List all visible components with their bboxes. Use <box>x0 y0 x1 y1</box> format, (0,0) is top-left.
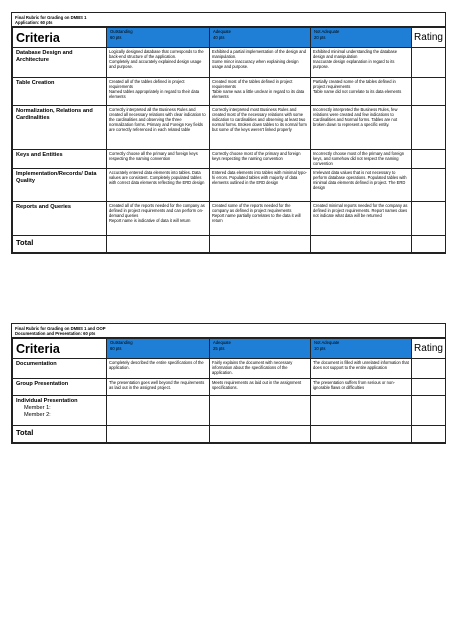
rubric-title: Final Rubric for Grading on DMBS 1 <box>15 15 87 20</box>
level-outstanding <box>107 28 210 48</box>
rubric-application <box>11 12 446 254</box>
level-not-adequate <box>311 28 412 48</box>
outstanding-cell: Correctly interpreted all the Business Rules and created all necessary relations with clear indication to the cardinalities and observing the three normalization forms. Primary and Foreign Key fields are correctly referenced in each related table <box>107 106 210 150</box>
outstanding-cell: Completely described the entire specifications of the application. <box>107 359 210 379</box>
outstanding-cell: Created all of the tables defined in project requirements Named tables appropriately in regard to their data elements <box>107 78 210 106</box>
not-adequate-cell: Irrelevant data values that is not necessary to perform database operations. Populated tables with minimal data elements defined in project. The ERD design <box>311 169 412 202</box>
rubric-title: Final Rubric for Grading on DMBS 1 and OOP <box>15 326 106 331</box>
rating-heading: Rating <box>412 28 446 48</box>
level-name: Outstanding <box>110 29 133 35</box>
criterion-label: Database Design and Architecture <box>13 48 107 78</box>
rating-cell[interactable] <box>412 48 446 78</box>
rubric-subtitle: Application: 60 pts <box>15 20 53 26</box>
level-name: Not Adequate <box>314 340 340 346</box>
adequate-cell: Exhibited a partial implementation of the design and manipulation. Some minor inaccuracy when explaining design usage and purpose. <box>210 48 311 78</box>
level-not-adequate <box>311 339 412 359</box>
level-points: 20 pts <box>314 34 326 40</box>
total-rating-cell[interactable] <box>412 236 446 253</box>
criterion-label: Documentation <box>13 359 107 379</box>
level-adequate <box>210 28 311 48</box>
rating-cell[interactable] <box>412 150 446 169</box>
rating-cell[interactable] <box>412 359 446 379</box>
level-name: Not Adequate <box>314 29 340 35</box>
outstanding-cell: Created all of the reports needed for the company as defined in project requirements and can perform on-demand queries Report name is indicative of data it will return <box>107 202 210 236</box>
blank-cell <box>311 236 412 253</box>
criterion-label: Keys and Entities <box>13 150 107 169</box>
level-points: 10 pts <box>314 345 326 351</box>
rating-cell[interactable] <box>412 379 446 396</box>
criterion-label: Reports and Queries <box>13 202 107 236</box>
table-row <box>13 106 446 150</box>
criterion-label: Group Presentation <box>13 379 107 396</box>
blank-cell <box>210 396 311 426</box>
rubric-subtitle: Documentation and Presentation: 60 pts <box>15 331 96 337</box>
adequate-cell: Created most of the tables defined in project requirements Table name was a little unclear in regard to its data elements <box>210 78 311 106</box>
table-row <box>13 150 446 169</box>
level-points: 25 pts <box>213 345 225 351</box>
blank-cell <box>311 396 412 426</box>
total-row <box>13 236 446 253</box>
adequate-cell: Meets requirements as laid out in the assignment specifications. <box>210 379 311 396</box>
blank-cell <box>107 396 210 426</box>
table-row <box>13 48 446 78</box>
member-2-label: Member 2: <box>24 412 51 418</box>
adequate-cell: Created some of the reports needed for the company as defined in project requirements Report name partially correlates to the data it will return <box>210 202 311 236</box>
level-name: Adequate <box>213 29 231 35</box>
not-adequate-cell: Partially created some of the tables defined in project requirements Table name did not correlate to its data elements <box>311 78 412 106</box>
table-row <box>13 78 446 106</box>
rubric-table <box>12 27 446 253</box>
adequate-cell: Entered data elements into tables with minimal typo-hi errors. Populated tables with majority of data elements outlined in the ERD design <box>210 169 311 202</box>
header-row <box>13 339 446 359</box>
not-adequate-cell: The presentation suffers from serious or non-ignorable flaws or difficulties <box>311 379 412 396</box>
level-points: 60 pts <box>110 34 122 40</box>
criterion-label: Implementation/Records/ Data Quality <box>13 169 107 202</box>
criteria-heading: Criteria <box>13 339 107 359</box>
not-adequate-cell: Incorrectly interpreted the Business Rules, few relations were created and few indications to Cardinalities and Normal forms. Tables are not broken down to represent a specific entity. <box>311 106 412 150</box>
rubric-caption <box>12 324 445 338</box>
outstanding-cell: Accurately entered data elements into tables. Data values are consistent. Completely populated tables with correct data elements reflecting the ERD design <box>107 169 210 202</box>
not-adequate-cell: The document is filled with unrelated information that does not support to the entire application <box>311 359 412 379</box>
level-name: Outstanding <box>110 340 133 346</box>
rating-cell[interactable] <box>412 169 446 202</box>
rubric-documentation <box>11 323 446 444</box>
adequate-cell: Fairly explains the document with necessary information about the specifications of the application. <box>210 359 311 379</box>
table-row <box>13 359 446 379</box>
outstanding-cell: Correctly choose all the primary and foreign keys respecting the naming convention <box>107 150 210 169</box>
rating-cell[interactable] <box>412 202 446 236</box>
blank-cell <box>311 426 412 443</box>
outstanding-cell: The presentation goes well beyond the requirements as laid out in the assigned project. <box>107 379 210 396</box>
member-1-label: Member 1: <box>24 405 51 412</box>
adequate-cell: Correctly choose most of the primary and foreign keys respecting the naming convention <box>210 150 311 169</box>
total-row <box>13 426 446 443</box>
level-name: Adequate <box>213 340 231 346</box>
not-adequate-cell: Created minimal reports needed for the company as defined in project requirements. Report names does not indicate what data will be returned <box>311 202 412 236</box>
not-adequate-cell: Exhibited minimal understanding the database design and manipulation Inaccurate design explanation in regard to its purpose. <box>311 48 412 78</box>
rating-cell[interactable] <box>412 78 446 106</box>
criteria-heading: Criteria <box>13 28 107 48</box>
table-row <box>13 202 446 236</box>
level-outstanding <box>107 339 210 359</box>
rating-cell[interactable] <box>412 396 446 426</box>
total-label: Total <box>13 236 107 253</box>
level-adequate <box>210 339 311 359</box>
total-label: Total <box>13 426 107 443</box>
criterion-label: Individual Presentation <box>16 398 78 405</box>
blank-cell <box>210 236 311 253</box>
level-points: 40 pts <box>213 34 225 40</box>
criterion-label: Table Creation <box>13 78 107 106</box>
header-row <box>13 28 446 48</box>
not-adequate-cell: Incorrectly choose most of the primary and foreign keys, and somehow did not respect the naming convention <box>311 150 412 169</box>
table-row <box>13 396 446 426</box>
rating-cell[interactable] <box>412 106 446 150</box>
criterion-label: Normalization, Relations and Cardinalities <box>13 106 107 150</box>
table-row <box>13 379 446 396</box>
blank-cell <box>107 426 210 443</box>
table-row <box>13 169 446 202</box>
rubric-table <box>12 338 446 443</box>
outstanding-cell: Logically designed database that corresponds to the back-end structure of the application. Completely and accurately explained design usage and purpose. <box>107 48 210 78</box>
total-rating-cell[interactable] <box>412 426 446 443</box>
rating-heading: Rating <box>412 339 446 359</box>
level-points: 60 pts <box>110 345 122 351</box>
blank-cell <box>210 426 311 443</box>
blank-cell <box>107 236 210 253</box>
adequate-cell: Correctly interpreted most Business Rules and created most of the necessary relations with some indication to cardinalities and observing at least two normal forms. Broken down tables to its normal form but some of the keys weren't linked properly <box>210 106 311 150</box>
rubric-caption <box>12 13 445 27</box>
individual-presentation <box>13 396 107 426</box>
